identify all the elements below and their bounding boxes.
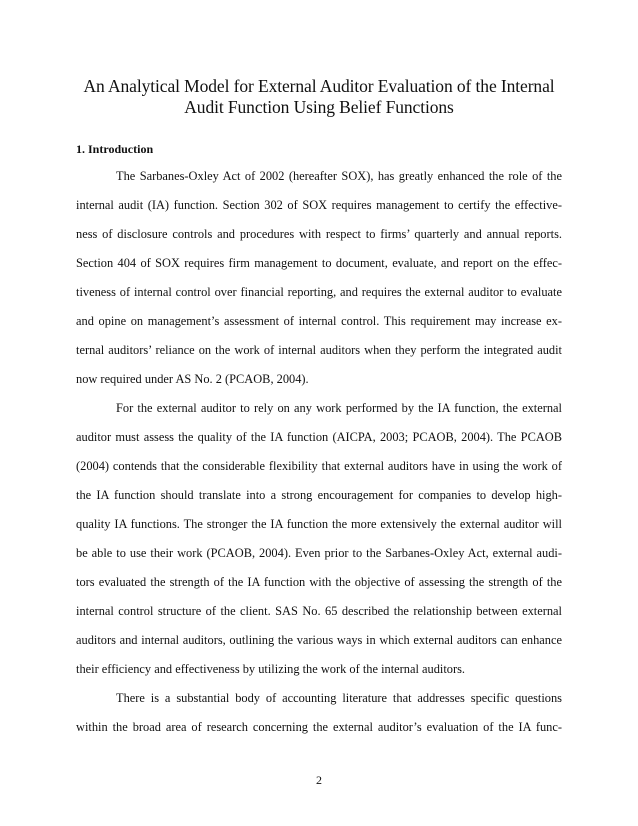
text-line: For the external auditor to rely on any work performed by the IA function, the external (116, 401, 562, 415)
text-line: internal control structure of the client. SAS No. 65 described the relationship between external (76, 604, 562, 618)
text-line: be able to use their work (PCAOB, 2004). Even prior to the Sarbanes-Oxley Act, external audi- (76, 546, 562, 560)
text-line: Section 404 of SOX requires firm management to document, evaluate, and report on the effec- (76, 256, 562, 270)
title-line-2: Audit Function Using Belief Functions (184, 97, 454, 117)
text-line: There is a substantial body of accounting literature that addresses specific questions (116, 691, 562, 705)
text-line: ness of disclosure controls and procedures with respect to firms’ quarterly and annual reports. (76, 227, 562, 241)
text-line: tiveness of internal control over financial reporting, and requires the external auditor to evaluate (76, 285, 562, 299)
text-line: now required under AS No. 2 (PCAOB, 2004). (76, 372, 309, 386)
page-number: 2 (316, 773, 322, 787)
text-line: The Sarbanes-Oxley Act of 2002 (hereafter SOX), has greatly enhanced the role of the (116, 169, 562, 183)
text-line: (2004) contends that the considerable flexibility that external auditors have in using the work of (76, 459, 562, 473)
text-line: auditor must assess the quality of the IA function (AICPA, 2003; PCAOB, 2004). The PCAOB (76, 430, 562, 444)
text-line: quality IA functions. The stronger the IA function the more extensively the external auditor will (76, 517, 562, 531)
text-line: internal audit (IA) function. Section 302 of SOX requires management to certify the effective- (76, 198, 562, 212)
text-line: their efficiency and effectiveness by utilizing the work of the internal auditors. (76, 662, 466, 676)
section-heading: 1. Introduction (76, 142, 154, 156)
text-line: tors evaluated the strength of the IA function with the objective of assessing the strength of the (76, 575, 562, 589)
title-line-1: An Analytical Model for External Auditor Evaluation of the Internal (83, 76, 555, 96)
text-line: within the broad area of research concerning the external auditor’s evaluation of the IA func- (76, 720, 562, 734)
text-line: the IA function should translate into a strong encouragement for companies to develop high- (76, 488, 562, 502)
paper-title (60, 76, 578, 118)
text-line: and opine on management’s assessment of internal control. This requirement may increase ex- (76, 314, 562, 328)
text-line: auditors and internal auditors, outlining the various ways in which external auditors can enhance (76, 633, 562, 647)
text-line: ternal auditors’ reliance on the work of internal auditors when they perform the integrated audit (76, 343, 562, 357)
